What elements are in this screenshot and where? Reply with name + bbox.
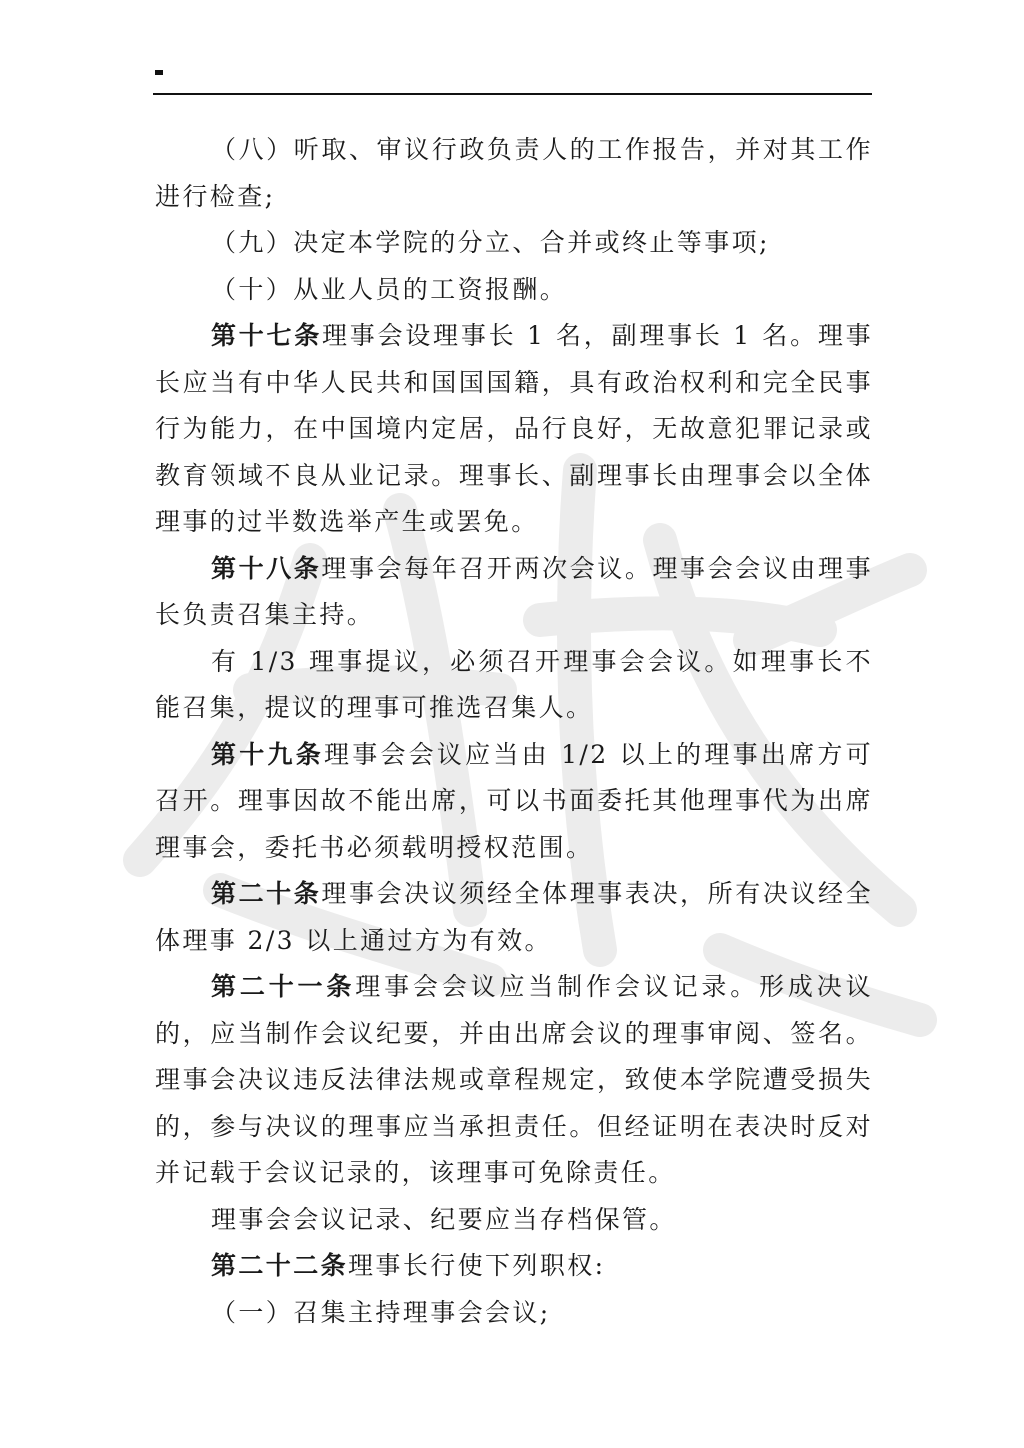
paragraph — [155, 639, 873, 732]
paragraph — [155, 1290, 873, 1337]
article-label: 第十七条 — [211, 321, 323, 350]
paragraph-text: 理事会会议应当制作会议记录。形成决议的，应当制作会议纪要，并由出席会议的理事审阅、签名。理事会决议违反法律法规或章程规定，致使本学院遭受损失的，参与决议的理事应当承担责任。但经证明在表决时反对并记载于会议记录的，该理事可免除责任。 — [155, 972, 873, 1187]
paragraph — [155, 267, 873, 314]
paragraph-text: （十）从业人员的工资报酬。 — [211, 274, 568, 304]
article-label: 第十九条 — [211, 739, 324, 769]
header-mark — [155, 70, 163, 75]
article-label: 第二十条 — [211, 879, 322, 908]
article-label: 第二十一条 — [211, 972, 356, 1001]
paragraph — [155, 732, 873, 872]
article-label: 第二十二条 — [211, 1251, 349, 1280]
paragraph — [155, 546, 873, 639]
document-body — [155, 127, 873, 1336]
paragraph-text: 理事长行使下列职权: — [348, 1251, 606, 1280]
paragraph — [155, 127, 873, 220]
paragraph-text: 有 1/3 理事提议，必须召开理事会会议。如理事长不能召集，提议的理事可推选召集人。 — [155, 646, 873, 722]
paragraph-text: 理事会每年召开两次会议。理事会会议由理事长负责召集主持。 — [155, 553, 873, 629]
paragraph-text: （八）听取、审议行政负责人的工作报告，并对其工作进行检查; — [155, 135, 873, 211]
header-rule — [153, 93, 872, 95]
paragraph-text: （九）决定本学院的分立、合并或终止等事项; — [211, 228, 770, 257]
paragraph-text: 理事会会议记录、纪要应当存档保管。 — [211, 1204, 677, 1234]
paragraph-text: 理事会会议应当由 1/2 以上的理事出席方可召开。理事因故不能出席，可以书面委托其他理事代为出席理事会，委托书必须载明授权范围。 — [155, 739, 873, 862]
paragraph — [155, 313, 873, 546]
paragraph — [155, 220, 873, 267]
paragraph-text: 理事会决议须经全体理事表决，所有决议经全体理事 2/3 以上通过方为有效。 — [155, 879, 873, 955]
paragraph — [155, 1243, 873, 1290]
paragraph-text: （一）召集主持理事会会议; — [211, 1297, 551, 1327]
article-label: 第十八条 — [211, 553, 322, 583]
paragraph — [155, 1197, 873, 1244]
paragraph-text: 理事会设理事长 1 名，副理事长 1 名。理事长应当有中华人民共和国国国籍，具有政治权利和完全民事行为能力，在中国境内定居，品行良好，无故意犯罪记录或教育领域不良从业记录。理事长、副理事长由理事会以全体理事的过半数选举产生或罢免。 — [155, 321, 873, 536]
paragraph — [155, 871, 873, 964]
paragraph — [155, 964, 873, 1197]
